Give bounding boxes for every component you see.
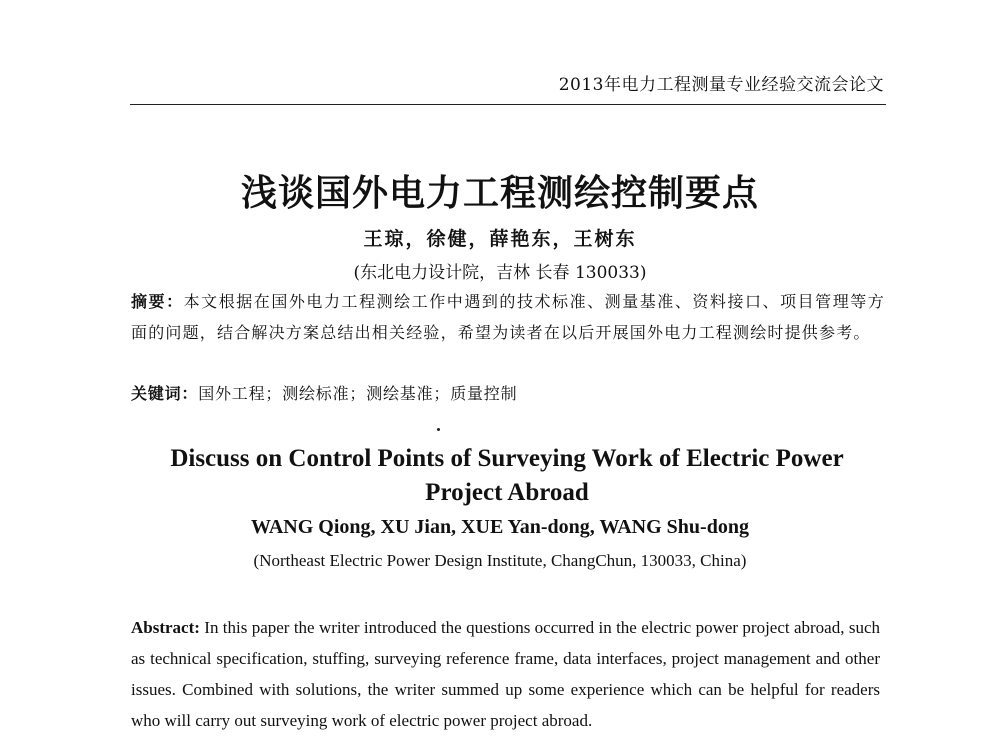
english-abstract xyxy=(131,612,880,736)
running-header-title: 2013年电力工程测量专业经验交流会论文 xyxy=(558,75,884,95)
chinese-keywords-label: 关键词： xyxy=(131,384,199,403)
chinese-abstract-text: 本文根据在国外电力工程测绘工作中遇到的技术标准、测量基准、资料接口、项目管理等方面的问题，结合解决方案总结出相关经验，希望为读者在以后开展国外电力工程测绘时提供参考。 xyxy=(131,292,885,342)
english-paper-title: Discuss on Control Points of Surveying Work of Electric Power Project Abroad xyxy=(170,445,844,506)
chinese-affiliation: (东北电力设计院，吉林 长春 130033) xyxy=(353,263,647,283)
chinese-authors: 王琼，徐健，薛艳东，王树东 xyxy=(363,228,637,250)
chinese-paper-title: 浅谈国外电力工程测绘控制要点 xyxy=(240,173,759,214)
chinese-keywords xyxy=(131,381,517,404)
chinese-abstract-label: 摘要： xyxy=(131,292,184,311)
english-abstract-text: In this paper the writer introduced the questions occurred in the electric power project abroad, such as technical specification, stuffing, surveying reference frame, data interfaces, project management and other issues. Combined with solutions, the writer summed up some experience which can be helpful for readers who will carry out surveying work of electric power project abroad. xyxy=(131,618,880,730)
scan-speck xyxy=(437,428,440,431)
english-abstract-label: Abstract: xyxy=(131,618,200,637)
english-authors: WANG Qiong, XU Jian, XUE Yan-dong, WANG Shu-dong xyxy=(251,516,749,538)
chinese-keywords-text: 国外工程；测绘标准；测绘基准；质量控制 xyxy=(198,384,518,403)
chinese-abstract xyxy=(131,286,885,348)
english-affiliation: (Northeast Electric Power Design Institute, ChangChun, 130033, China) xyxy=(253,551,747,570)
running-header xyxy=(130,68,886,105)
